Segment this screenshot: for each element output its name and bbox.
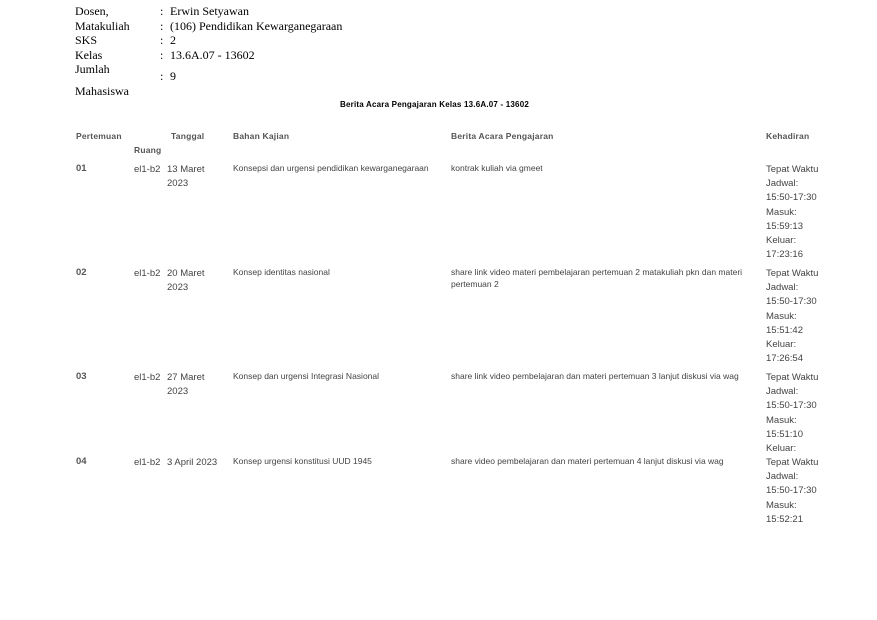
row-4-hadir-0: Tepat Waktu — [766, 457, 819, 468]
row-3-no: 03 — [76, 371, 87, 382]
row-3-hadir-5: Keluar: — [766, 443, 797, 454]
row-1-ruang: el1-b2 — [134, 164, 161, 175]
row-1-hadir-2: 15:50-17:30 — [766, 192, 817, 203]
header-kehadiran: Kehadiran — [766, 131, 810, 141]
row-1-berita: kontrak kuliah via gmeet — [451, 163, 543, 173]
row-1-bahan: Konsepsi dan urgensi pendidikan kewarganegaraan — [233, 163, 429, 173]
header-bahan-kajian: Bahan Kajian — [233, 131, 290, 141]
label-sks: SKS — [75, 33, 98, 47]
row-4-hadir-2: 15:50-17:30 — [766, 485, 817, 496]
row-3-hadir-2: 15:50-17:30 — [766, 400, 817, 411]
row-2-hadir-3: Masuk: — [766, 311, 797, 322]
colon-jumlah: : — [160, 69, 164, 83]
row-3-hadir-1: Jadwal: — [766, 386, 799, 397]
row-3-ruang: el1-b2 — [134, 372, 161, 383]
row-1-tanggal-2: 2023 — [167, 178, 189, 189]
value-jumlah: 9 — [170, 69, 176, 83]
row-4-no: 04 — [76, 456, 87, 467]
header-berita-acara: Berita Acara Pengajaran — [451, 131, 554, 141]
label-jumlah-line1: Jumlah — [75, 62, 110, 76]
row-1-hadir-4: 15:59:13 — [766, 221, 803, 232]
row-2-tanggal-2: 2023 — [167, 282, 189, 293]
row-2-berita: share link video materi pembelajaran pertemuan 2 matakuliah pkn dan materi pertemuan 2 — [451, 267, 743, 289]
colon-dosen: : — [160, 4, 164, 18]
colon-kelas: : — [160, 48, 164, 62]
value-kelas: 13.6A.07 - 13602 — [170, 48, 255, 62]
row-3-hadir-4: 15:51:10 — [766, 429, 803, 440]
row-4-hadir-1: Jadwal: — [766, 471, 799, 482]
label-kelas: Kelas — [75, 48, 103, 62]
row-2-ruang: el1-b2 — [134, 268, 161, 279]
row-1-hadir-1: Jadwal: — [766, 178, 799, 189]
row-3-tanggal-1: 27 Maret — [167, 372, 205, 383]
label-dosen: Dosen, — [75, 4, 109, 18]
row-3-bahan: Konsep dan urgensi Integrasi Nasional — [233, 371, 380, 381]
row-4-ruang: el1-b2 — [134, 457, 161, 468]
row-2-hadir-0: Tepat Waktu — [766, 268, 819, 279]
row-2-hadir-5: Keluar: — [766, 339, 797, 350]
colon-matakuliah: : — [160, 19, 164, 33]
row-2-tanggal-1: 20 Maret — [167, 268, 205, 279]
row-1-tanggal-1: 13 Maret — [167, 164, 205, 175]
row-4-tanggal-1: 3 April 2023 — [167, 457, 218, 468]
row-1-hadir-6: 17:23:16 — [766, 249, 803, 260]
row-1-hadir-3: Masuk: — [766, 207, 797, 218]
label-matakuliah: Matakuliah — [75, 19, 130, 33]
row-3-hadir-0: Tepat Waktu — [766, 372, 819, 383]
row-2-hadir-1: Jadwal: — [766, 282, 799, 293]
row-1-no: 01 — [76, 163, 87, 174]
value-dosen: Erwin Setyawan — [170, 4, 249, 18]
row-4-hadir-3: Masuk: — [766, 500, 797, 511]
value-sks: 2 — [170, 33, 176, 47]
value-matakuliah: (106) Pendidikan Kewarganegaraan — [170, 19, 343, 33]
row-1-hadir-5: Keluar: — [766, 235, 797, 246]
row-3-hadir-3: Masuk: — [766, 415, 797, 426]
header-tanggal: Tanggal — [171, 131, 205, 141]
row-4-berita: share video pembelajaran dan materi pertemuan 4 lanjut diskusi via wag — [451, 456, 724, 466]
row-4-hadir-4: 15:52:21 — [766, 514, 803, 525]
label-jumlah-line2: Mahasiswa — [75, 84, 129, 98]
header-pertemuan: Pertemuan — [76, 131, 122, 141]
colon-sks: : — [160, 33, 164, 47]
header-ruang: Ruang — [134, 145, 162, 155]
row-2-hadir-4: 15:51:42 — [766, 325, 803, 336]
row-2-hadir-6: 17:26:54 — [766, 353, 803, 364]
row-2-hadir-2: 15:50-17:30 — [766, 296, 817, 307]
row-3-berita: share link video pembelajaran dan materi pertemuan 3 lanjut diskusi via wag — [451, 371, 739, 381]
page-title: Berita Acara Pengajaran Kelas 13.6A.07 - 13602 — [340, 100, 530, 109]
row-4-bahan: Konsep urgensi konstitusi UUD 1945 — [233, 456, 372, 466]
row-2-bahan: Konsep identitas nasional — [233, 267, 330, 277]
row-1-hadir-0: Tepat Waktu — [766, 164, 819, 175]
row-2-no: 02 — [76, 267, 87, 278]
row-3-tanggal-2: 2023 — [167, 386, 189, 397]
